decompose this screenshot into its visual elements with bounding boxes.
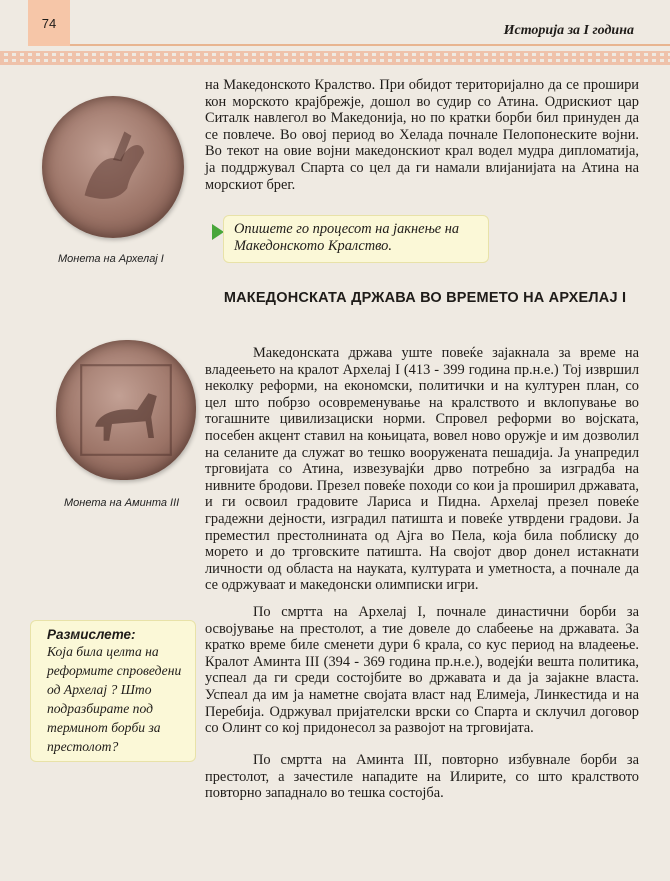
think-box	[30, 620, 196, 762]
task-box	[223, 215, 489, 263]
section-paragraph-2: По смртта на Архелај I, почнале династични борби за освојување на престолот, а тие довеле до слабеење на државата. За кратко време биле сменети дури 6 крала, со кус период на владеење. Кралот Аминта III (394 - 369 година пр.н.е.), водејќи вешта политика, успеал да ги среди состојбите во државата и да ја зајакне власта. Успеал да им ја наметне својата власт над Елимеја, Линкестида и на Перебија. Одржувал пријателски врски со Спарта и склучил договор со Олинт со кој придонесол за развојот на трговијата.	[205, 604, 639, 737]
section-title: МАКЕДОНСКАТА ДРЖАВА ВО ВРЕМЕТО НА АРХЕЛАЈ I	[223, 290, 627, 306]
header-rule	[70, 44, 670, 46]
think-title: Размислете:	[47, 627, 136, 642]
task-text: Опишете го процесот на јакнење на Македонското Кралство.	[234, 221, 460, 254]
coin-amyntas-image	[56, 340, 196, 480]
coin-archelaus-caption: Монета на Архелај I	[58, 253, 164, 265]
section-paragraph-3: По смртта на Аминта III, повторно избувнале борби за престолот, а зачестиле нападите на Илирите, со што кралството повторно западнало во тешка состојба.	[205, 752, 639, 802]
think-text: Која била целта на реформите спроведени од Архелај ? Што подразбирате под терминот борби за престолот?	[47, 644, 182, 754]
coin-amyntas-caption: Монета на Аминта III	[64, 497, 180, 509]
page-number: 74	[28, 0, 70, 46]
coin-archelaus-relief	[42, 96, 184, 238]
intro-paragraph: на Македонското Кралство. При обидот територијално да се прошири кон морското крајбрежје, дошол во судир со Атина. Одрискиот цар Ситалк навлегол во Македонија, но по кратки борби бил принуден да се повлече. Во овој период во Хелада почнале Пелопонеските војни. Во текот на овие војни македонскиот крал водел мудра дипломатија, ја поддржувал Спарта со цел да ги намали влијанијата на Атина на морскиот брег.	[205, 77, 639, 193]
running-head: Историја за I година	[503, 23, 634, 38]
header-dot-band	[0, 51, 670, 65]
coin-amyntas-relief	[56, 340, 196, 480]
coin-archelaus-image	[42, 96, 184, 238]
section-paragraph-1: Македонската држава уште повеќе зајакнала за време на владеењето на кралот Архелај I (413 - 399 година пр.н.е.) Тој извршил неколку реформи, на економски, политички и на културен план, со цел што побрзо осовременување на кралството и вклопување во тогашните цивилизациски норми. Спровел реформи во војската, посебен акцент ставил на коњицата, вовел ново оружје и им дозволил на селаните да служат во тешко вооружената пешадија. Ја унапредил трговијата со Атина, извезувајќи дрво потребно за изградба на нивните бродови. Презел повеќе походи со кои ја проширил државата, и ги освоил градовите Лариса и Пидна. Архелај презел повеќе градежни дејности, изградил патишта и повеќе утврдени градови. Ја преместил престолнината од Ајга во Пела, која била поблиску до морето и до трговските патишта. На својот двор донел истакнати личности од областа на науката, културата и уметноста, а почнале да се одржуваат и македонски олимписки игри.	[205, 345, 639, 594]
